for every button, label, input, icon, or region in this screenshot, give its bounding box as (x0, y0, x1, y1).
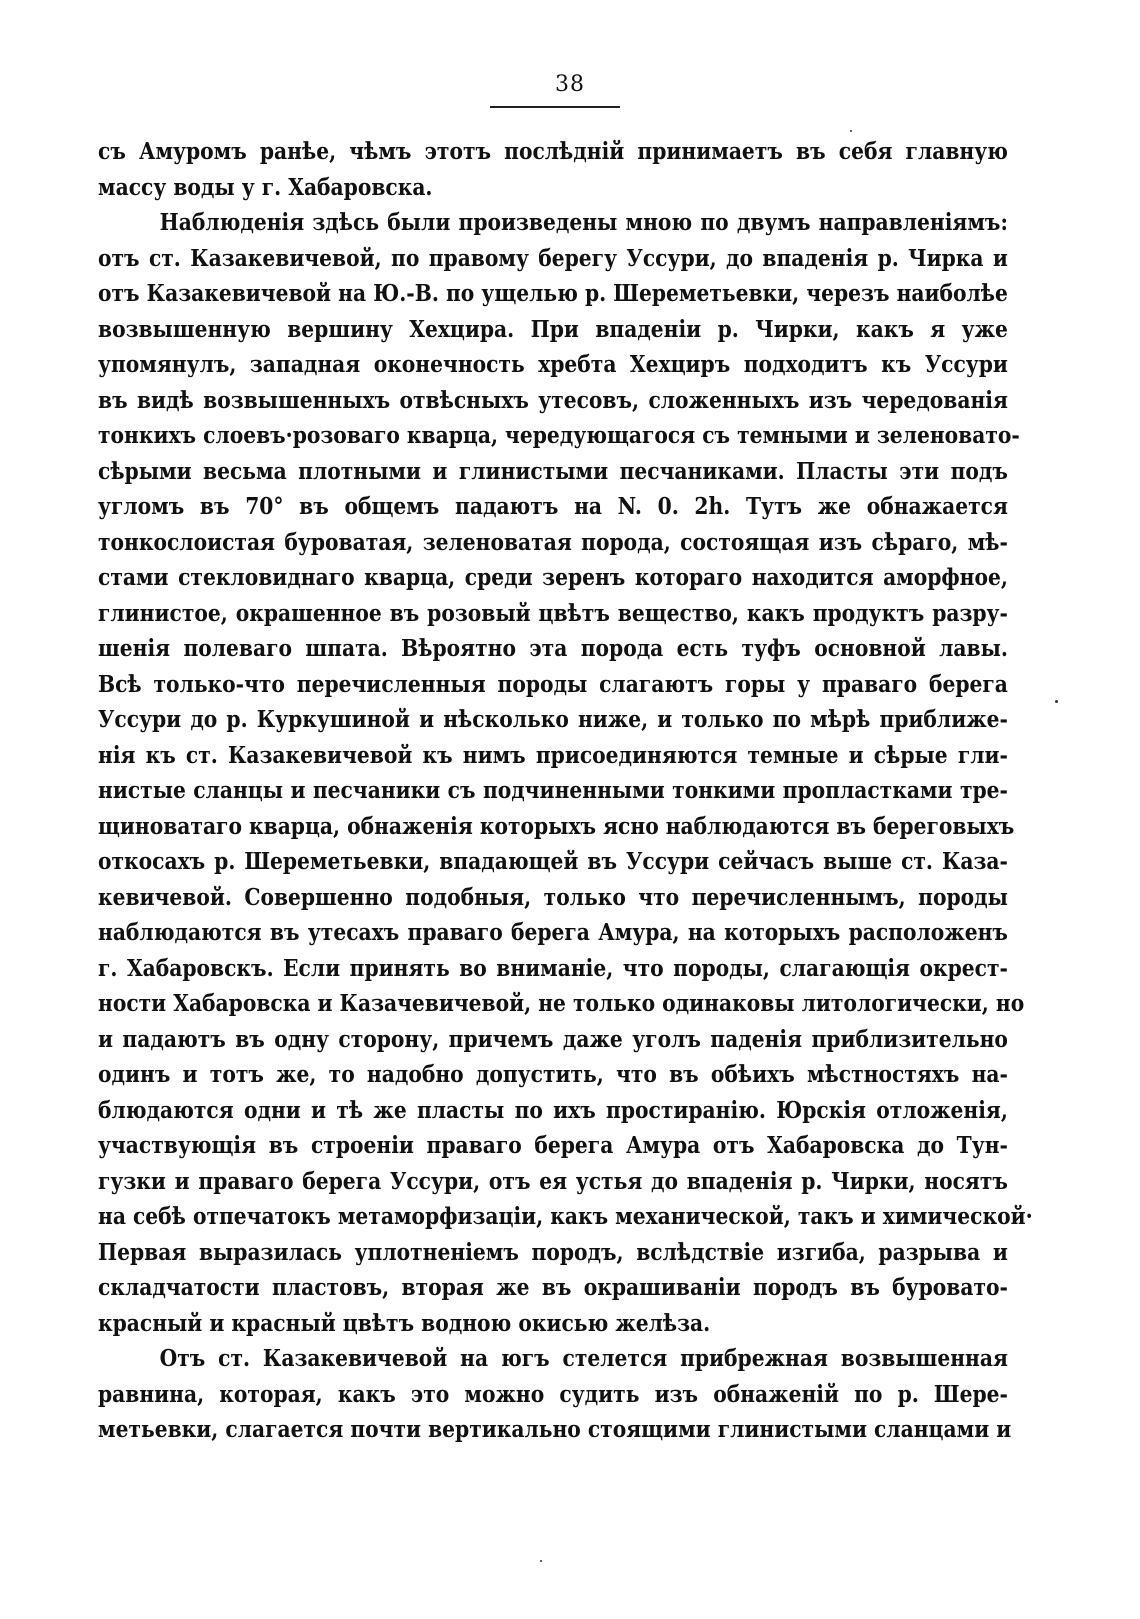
text-line: наблюдаются въ утесахъ праваго берега Амура, на которыхъ расположенъ (98, 919, 1008, 946)
text-line: кевичевой. Совершенно подобныя, только что перечисленнымъ, породы (98, 883, 1008, 911)
text-line: Первая выразилась уплотненiемъ породъ, вслѣдствiе изгиба, разрыва и (98, 1238, 1008, 1266)
scan-speck (540, 1560, 542, 1562)
paragraph-2 (98, 205, 1033, 1341)
text-line: нiя къ ст. Казакевичевой къ нимъ присоединяются темные и сѣрые гли- (98, 741, 1008, 769)
text-line: щиноватаго кварца, обнаженiя которыхъ ясно наблюдаются въ береговыхъ (98, 812, 1015, 840)
scan-speck (850, 130, 852, 132)
text-line: на себѣ отпечатокъ метаморфизацiи, какъ механической, такъ и химической· (98, 1203, 1033, 1230)
text-line: Наблюденiя здѣсь были произведены мною по двумъ направленiямъ: (159, 209, 1008, 236)
text-line: и падаютъ въ одну сторону, причемъ даже уголъ паденiя приблизительно (98, 1025, 1008, 1053)
text-line: Всѣ только-что перечисленныя породы слагаютъ горы у праваго берега (98, 670, 1008, 698)
text-line: равнина, которая, какъ это можно судить изъ обнаженiй по р. Шере- (98, 1380, 1008, 1408)
text-line: участвующiя въ строенiи праваго берега Амура отъ Хабаровска до Тун- (98, 1132, 1008, 1159)
text-line: упомянулъ, западная оконечность хребта Хехциръ подходитъ къ Уссури (98, 351, 1008, 378)
text-line: возвышенную вершину Хехцира. При впаденiи р. Чирки, какъ я уже (98, 315, 1008, 343)
text-line: гузки и праваго берега Уссури, отъ ея устья до впаденiя р. Чирки, носятъ (98, 1167, 1008, 1195)
text-line: отъ ст. Казакевичевой, по правому берегу Уссури, до впаденiя р. Чирка и (98, 244, 1008, 272)
text-line: отъ Казакевичевой на Ю.-В. по ущелью р. Шереметьевки, черезъ наиболѣе (98, 280, 1008, 307)
paragraph-1 (98, 134, 1008, 205)
text-line: откосахъ р. Шереметьевки, впадающей въ Уссури сейчасъ выше ст. Каза- (98, 848, 1008, 875)
text-line: стами стекловиднаго кварца, среди зеренъ котораго находится аморфное, (98, 564, 1008, 591)
text-line: Уссури до р. Куркушиной и нѣсколько ниже, и только по мѣрѣ приближе- (98, 706, 1008, 733)
text-line: метьевки, слагается почти вертикально стоящими глинистыми сланцами и (98, 1416, 1012, 1443)
text-line: блюдаются одни и тѣ же пласты по ихъ простиранiю. Юрскiя отложенiя, (98, 1096, 1008, 1124)
text-line: красный и красный цвѣтъ водною окисью желѣза. (98, 1309, 711, 1337)
text-line: массу воды у г. Хабаровска. (98, 173, 433, 201)
paragraph-3 (98, 1341, 1012, 1448)
text-line: съ Амуромъ ранѣе, чѣмъ этотъ послѣднiй принимаетъ въ себя главную (98, 138, 1008, 165)
text-line: складчатости пластовъ, вторая же въ окрашиванiи породъ въ буровато- (98, 1274, 1008, 1301)
text-line: тонкихъ слоевъ·розоваго кварца, чередующагося съ темными и зеленовато- (98, 422, 1020, 449)
text-line: угломъ въ 70° въ общемъ падаютъ на N. 0. 2h. Тутъ же обнажается (98, 493, 1008, 520)
text-line: ности Хабаровска и Казачевичевой, не только одинаковы литологически, но (98, 990, 1025, 1017)
text-line: г. Хабаровскъ. Если принять во вниманiе, что породы, слагающiя окрест- (98, 954, 1008, 982)
text-line: шенiя полеваго шпата. Вѣроятно эта порода есть туфъ основной лавы. (98, 635, 1008, 662)
text-line: Отъ ст. Казакевичевой на югъ стелется прибрежная возвышенная (159, 1345, 1008, 1372)
text-line: глинистое, окрашенное въ розовый цвѣтъ вещество, какъ продуктъ разру- (98, 599, 1008, 627)
header-rule (490, 106, 620, 108)
text-line: въ видѣ возвышенныхъ отвѣсныхъ утесовъ, сложенныхъ изъ чередованiя (98, 386, 1008, 414)
page-number: 38 (555, 72, 585, 97)
text-line: сѣрыми весьма плотными и глинистыми песчаниками. Пласты эти подъ (98, 457, 1008, 485)
text-line: одинъ и тотъ же, то надобно допустить, что въ обѣихъ мѣстностяхъ на- (98, 1061, 1008, 1088)
text-line: тонкослоистая буроватая, зеленоватая порода, состоящая изъ сѣраго, мѣ- (98, 528, 1008, 556)
text-line: нистые сланцы и песчаники съ подчиненными тонкими пропластками тре- (98, 777, 1008, 804)
scan-speck (1055, 700, 1058, 703)
body-text (98, 134, 1033, 1448)
